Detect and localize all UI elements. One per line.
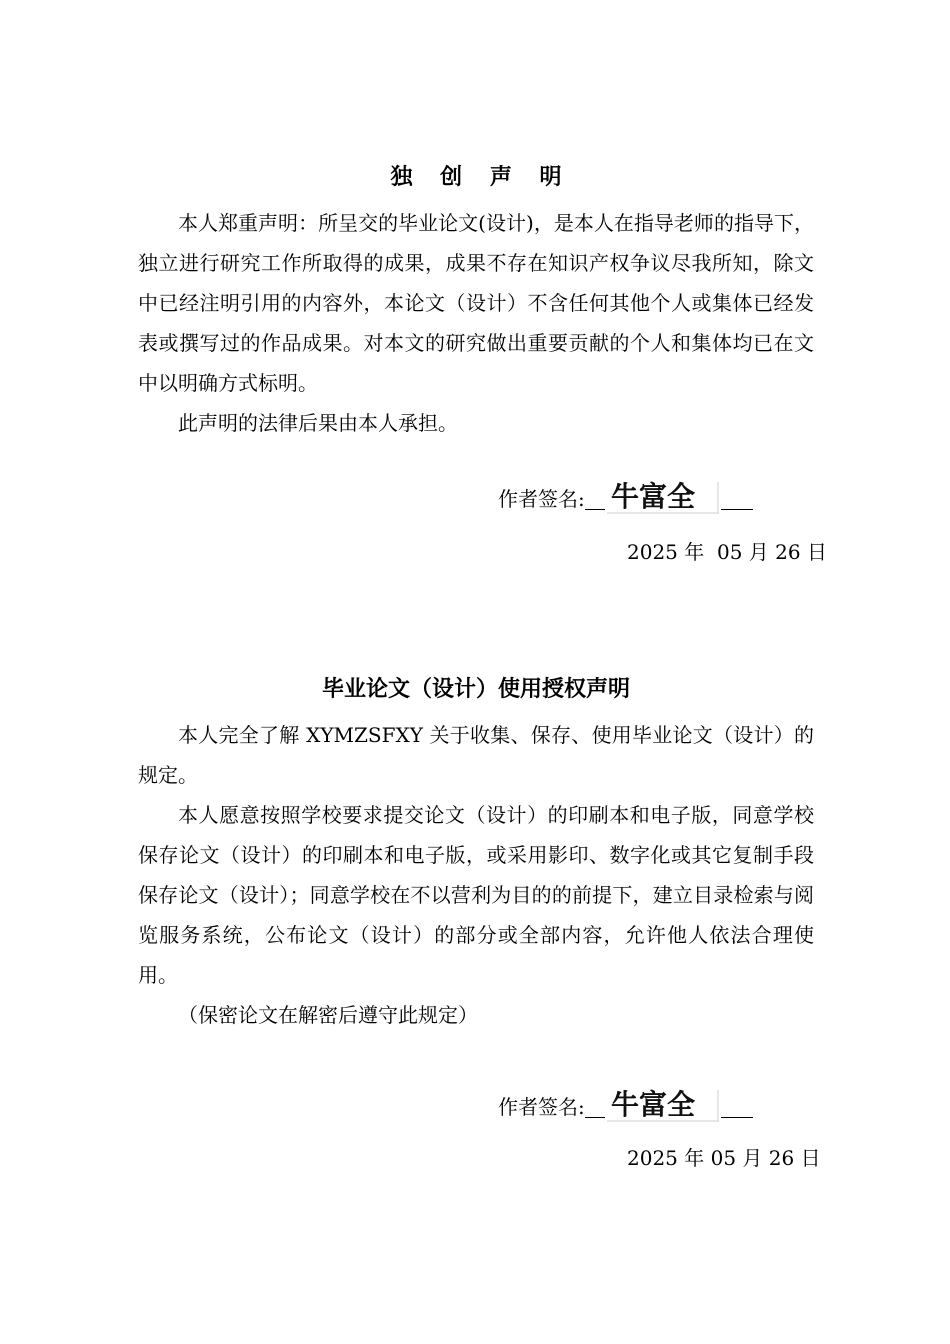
- signature-text: 牛富全: [610, 1088, 695, 1121]
- authorization-paragraph-2: 本人愿意按照学校要求提交论文（设计）的印刷本和电子版，同意学校保存论文（设计）的印刷本和电子版，或采用影印、数字化或其它复制手段保存论文（设计）；同意学校在不以营利为目的的前提下，建立目录检索与阅览服务系统，公布论文（设计）的部分或全部内容，允许他人依法合理使用。: [138, 803, 814, 987]
- declaration-signature-row: [498, 480, 753, 514]
- signature-image: [607, 480, 719, 514]
- signature-image: [607, 1088, 719, 1122]
- signature-underline-left: [585, 487, 605, 510]
- signature-text: 牛富全: [610, 480, 695, 513]
- declaration-paragraph-1: 本人郑重声明：所呈交的毕业论文(设计)，是本人在指导老师的指导下，独立进行研究工作所取得的成果，成果不存在知识产权争议尽我所知，除文中已经注明引用的内容外，本论文（设计）不含任何其他个人或集体已经发表或撰写过的作品成果。对本文的研究做出重要贡献的个人和集体均已在文中以明确方式标明。: [138, 211, 814, 395]
- signature-underline-right: [721, 487, 753, 510]
- authorization-signature: [607, 1088, 719, 1122]
- signature-underline-left: [585, 1095, 605, 1118]
- authorization-declaration: [138, 675, 814, 1035]
- declaration-date: 2025 年 05 月 26 日: [627, 540, 827, 564]
- declaration-paragraph-2: 此声明的法律后果由本人承担。: [178, 411, 458, 435]
- declaration-signature: [607, 480, 719, 514]
- authorization-title: 毕业论文（设计）使用授权声明: [321, 677, 630, 702]
- signature-underline-right: [721, 1095, 753, 1118]
- authorization-signature-label: 作者签名:: [498, 1095, 585, 1119]
- declaration-title: 独 创 声 明: [390, 165, 572, 190]
- authorization-signature-row: [498, 1088, 753, 1122]
- authorization-paragraph-1: 本人完全了解 XYMZSFXY 关于收集、保存、使用毕业论文（设计）的规定。: [138, 723, 814, 787]
- authorization-paragraph-3: （保密论文在解密后遵守此规定）: [178, 1003, 478, 1027]
- declaration-signature-label: 作者签名:: [498, 487, 585, 511]
- authorization-date: 2025 年 05 月 26 日: [627, 1146, 821, 1170]
- originality-declaration: [138, 163, 814, 443]
